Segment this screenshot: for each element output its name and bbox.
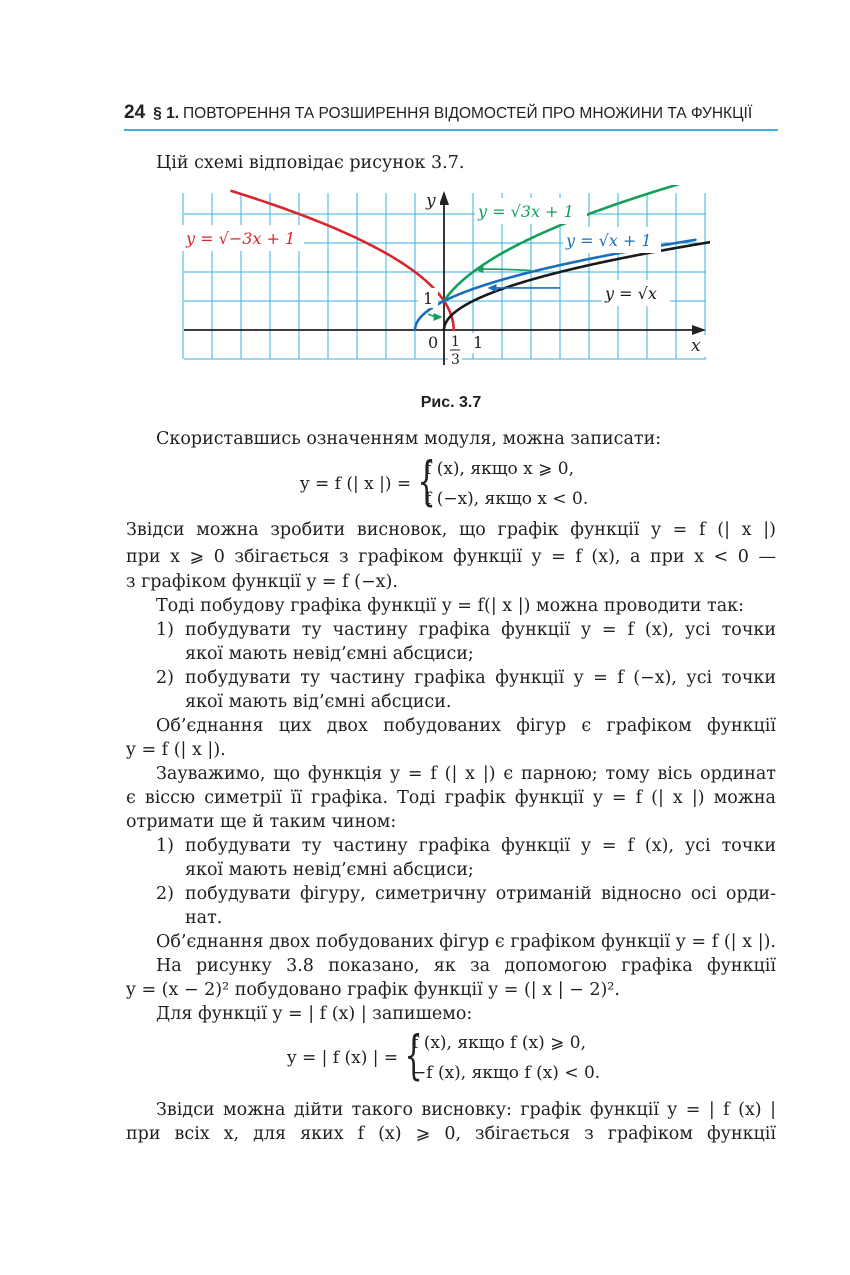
paragraph-7-line-2: y = (x − 2)² побудовано графік функції y = (| x | − 2)². bbox=[126, 980, 620, 1000]
axes bbox=[184, 191, 706, 365]
curve-black-label: y = √x bbox=[605, 284, 657, 303]
paragraph-8: Для функції y = | f (x) | запишемо: bbox=[156, 1004, 473, 1024]
figure-caption: Рис. 3.7 bbox=[420, 394, 482, 411]
x-axis-arrow bbox=[692, 325, 706, 335]
label-zero: 0 bbox=[428, 333, 439, 352]
list-4-line-2: нат. bbox=[185, 908, 223, 928]
formula-2-case-1: f (x), якщо f (x) ⩾ 0, bbox=[412, 1033, 586, 1053]
page-number: 24 bbox=[124, 102, 146, 123]
paragraph-1: Скориставшись означенням модуля, можна записати: bbox=[156, 429, 662, 449]
section-number: § 1. bbox=[153, 105, 179, 122]
paragraph-5-line-3: отримати ще й таким чином: bbox=[126, 812, 397, 832]
formula-2-brace: { bbox=[404, 1026, 423, 1086]
figure-3-7 bbox=[180, 185, 710, 370]
list-3-line-2: якої мають невід’ємні абсциси; bbox=[185, 860, 474, 880]
curve-red-label: y = √−3x + 1 bbox=[186, 229, 296, 248]
paragraph-9-line-2: при всіх x, для яких f (x) ⩾ 0, збігається з графіком функції bbox=[126, 1124, 776, 1144]
y-axis-arrow bbox=[439, 191, 449, 205]
list-3-line-1: побудувати ту частину графіка функції y = f (x), усі точки bbox=[185, 836, 776, 856]
curves bbox=[231, 185, 710, 330]
formula-1-case-2: f (−x), якщо x < 0. bbox=[425, 489, 589, 509]
list-2-line-1: побудувати ту частину графіка функції y = f (−x), усі точки bbox=[185, 668, 776, 688]
list-1-line-2: якої мають невід’ємні абсциси; bbox=[185, 644, 474, 664]
formula-1-brace: { bbox=[417, 452, 436, 512]
intro-text: Цій схемі відповідає рисунок 3.7. bbox=[156, 153, 465, 173]
formula-1-case-1: f (x), якщо x ⩾ 0, bbox=[425, 459, 575, 479]
arrow-green-upper bbox=[479, 269, 531, 270]
arrow-green-lower-head bbox=[434, 313, 443, 321]
label-one-y: 1 bbox=[423, 289, 434, 308]
paragraph-2-line-1: Звідси можна зробити висновок, що графік функції y = f (| x |) bbox=[126, 520, 776, 540]
paragraph-2-line-2: при x ⩾ 0 збігається з графіком функції y = f (x), а при x < 0 — bbox=[126, 547, 776, 567]
label-third-den: 3 bbox=[451, 352, 460, 368]
paragraph-5-line-1: Зауважимо, що функція y = f (| x |) є парною; тому вісь ординат bbox=[156, 764, 776, 784]
formula-2-case-2: −f (x), якщо f (x) < 0. bbox=[412, 1063, 601, 1083]
list-2-line-2: якої мають від’ємні абсциси. bbox=[185, 692, 452, 712]
paragraph-5-line-2: є віссю симетрії її графіка. Тоді графік функції y = f (| x |) можна bbox=[126, 788, 776, 808]
list-1-line-1: побудувати ту частину графіка функції y = f (x), усі точки bbox=[185, 620, 776, 640]
paragraph-9-line-1: Звідси можна дійти такого висновку: графік функції y = | f (x) | bbox=[156, 1100, 776, 1120]
section-title: ПОВТОРЕННЯ ТА РОЗШИРЕННЯ ВІДОМОСТЕЙ ПРО МНОЖИНИ ТА ФУНКЦІЇ bbox=[183, 105, 753, 122]
y-axis-label: y bbox=[426, 191, 436, 211]
paragraph-4-line-2: y = f (| x |). bbox=[126, 740, 226, 760]
x-axis-label: x bbox=[691, 336, 701, 356]
paragraph-7-line-1: На рисунку 3.8 показано, як за допомогою графіка функції bbox=[156, 956, 776, 976]
paragraph-6: Об’єднання двох побудованих фігур є графіком функції y = f (| x |). bbox=[156, 932, 776, 952]
list-1-number: 1) bbox=[156, 620, 174, 640]
formula-1-lhs: y = f (| x |) = bbox=[300, 474, 412, 494]
paragraph-4-line-1: Об’єднання цих двох побудованих фігур є графіком функції bbox=[156, 716, 776, 736]
list-3-number: 1) bbox=[156, 836, 174, 856]
page-header bbox=[124, 102, 778, 124]
curve-blue-label: y = √x + 1 bbox=[566, 231, 652, 250]
list-4-line-1: побудувати фігуру, симетричну отриманій відносно осі орди- bbox=[185, 884, 776, 904]
arrow-blue-head bbox=[488, 284, 497, 292]
list-4-number: 2) bbox=[156, 884, 174, 904]
label-third-num: 1 bbox=[451, 334, 460, 350]
paragraph-3: Тоді побудову графіка функції y = f(| x |) можна проводити так: bbox=[156, 596, 744, 616]
graph-svg bbox=[180, 185, 710, 370]
list-2-number: 2) bbox=[156, 668, 174, 688]
label-one-x: 1 bbox=[473, 333, 484, 352]
header-rule bbox=[124, 129, 778, 131]
curve-red bbox=[231, 191, 453, 330]
paragraph-2-line-3: з графіком функції y = f (−x). bbox=[126, 572, 398, 592]
curve-green-label: y = √3x + 1 bbox=[478, 202, 574, 221]
formula-2-lhs: y = | f (x) | = bbox=[287, 1048, 399, 1068]
